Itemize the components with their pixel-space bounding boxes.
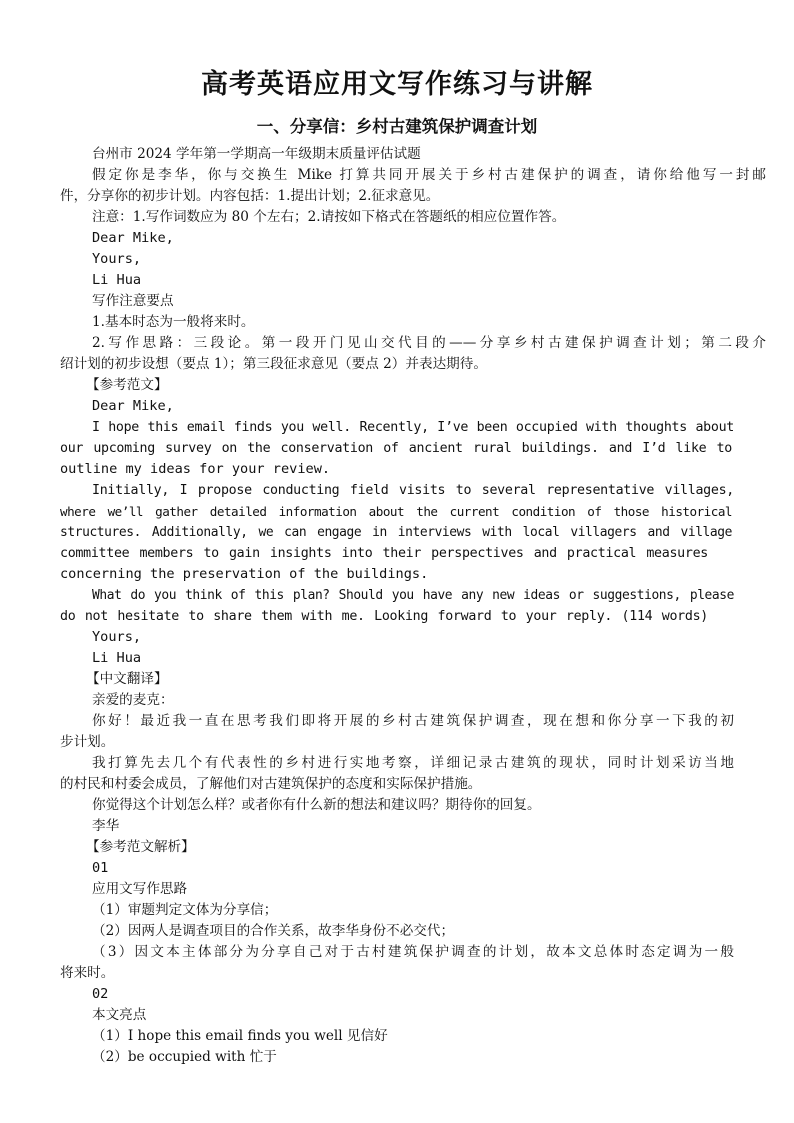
note-item: 绍计划的初步设想（要点 1）；第三段征求意见（要点 2）并表达期待。 — [60, 356, 487, 372]
format-greeting: Dear Mike, — [92, 230, 174, 246]
format-closing: Yours, — [92, 251, 142, 267]
translation-line: 的村民和村委会成员，了解他们对古建筑保护的态度和实际保护措施。 — [60, 776, 482, 792]
prompt-note: 注意：1.写作词数应为 80 个左右；2.请按如下格式在答题纸的相应位置作答。 — [92, 209, 566, 225]
highlight-item: （1）I hope this email finds you well 见信好 — [92, 1028, 388, 1044]
essay-closing: Yours, — [92, 629, 142, 645]
essay-line: concerning the preservation of the buildings. — [60, 566, 429, 582]
analysis-item: （3）因文本主体部分为分享自己对于古村建筑保护调查的计划，故本文总体时态定调为一般 — [92, 944, 734, 960]
essay-line: structures. Additionally, we can engage in interviews with local villagers and village — [60, 525, 732, 540]
note-item: 1.基本时态为一般将来时。 — [92, 314, 255, 330]
translation-line: 亲爱的麦克： — [92, 692, 174, 708]
analysis-heading: 本文亮点 — [92, 1007, 147, 1023]
essay-line: committee members to gain insights into their perspectives and practical measures — [60, 546, 708, 561]
section-label: 【参考范文】 — [86, 377, 168, 393]
section-label: 写作注意要点 — [92, 293, 174, 309]
section-heading: 一、分享信：乡村古建筑保护调查计划 — [256, 117, 538, 136]
essay-line: outline my ideas for your review. — [60, 461, 331, 477]
essay-greeting: Dear Mike, — [92, 398, 174, 414]
section-label: 【中文翻译】 — [86, 671, 168, 687]
essay-line: What do you think of this plan? Should you have any new ideas or suggestions, please — [92, 588, 734, 603]
format-signature: Li Hua — [92, 272, 142, 288]
essay-signature: Li Hua — [92, 650, 142, 666]
section-label: 【参考范文解析】 — [86, 839, 195, 855]
prompt-line: 件，分享你的初步计划。内容包括：1.提出计划；2.征求意见。 — [60, 188, 440, 204]
analysis-number: 01 — [92, 860, 109, 876]
essay-line: Initially, I propose conducting field visits to several representative villages, — [92, 483, 734, 498]
translation-line: 你好！最近我一直在思考我们即将开展的乡村古建筑保护调查，现在想和你分享一下我的初 — [92, 713, 734, 729]
note-item: 2.写作思路：三段论。第一段开门见山交代目的——分享乡村古建保护调查计划；第二段介 — [92, 335, 766, 351]
document-title: 高考英语应用文写作练习与讲解 — [201, 69, 593, 100]
analysis-item: 将来时。 — [60, 965, 115, 981]
translation-line: 步计划。 — [60, 734, 115, 750]
prompt-line: 假定你是李华，你与交换生 Mike 打算共同开展关于乡村古建保护的调查，请你给他写一封邮 — [92, 167, 766, 183]
essay-line: do not hesitate to share them with me. Looking forward to your reply. (114 words) — [60, 609, 708, 624]
translation-signature: 李华 — [92, 818, 120, 834]
exam-source: 台州市 2024 学年第一学期高一年级期末质量评估试题 — [92, 146, 421, 162]
essay-line: our upcoming survey on the conservation of ancient rural buildings. and I’d like to — [60, 441, 732, 456]
highlight-item: （2）be occupied with 忙于 — [92, 1049, 277, 1065]
analysis-number: 02 — [92, 986, 109, 1002]
analysis-heading: 应用文写作思路 — [92, 881, 188, 897]
translation-line: 我打算先去几个有代表性的乡村进行实地考察，详细记录古建筑的现状，同时计划采访当地 — [92, 755, 734, 771]
analysis-item: （1）审题判定文体为分享信； — [92, 902, 278, 918]
analysis-item: （2）因两人是调查项目的合作关系，故李华身份不必交代； — [92, 923, 455, 939]
translation-line: 你觉得这个计划怎么样？或者你有什么新的想法和建议吗？期待你的回复。 — [92, 797, 541, 813]
essay-line: I hope this email finds you well. Recently, I’ve been occupied with thoughts about — [92, 420, 734, 435]
essay-line: where we’ll gather detailed information about the current condition of those historical — [60, 504, 732, 519]
